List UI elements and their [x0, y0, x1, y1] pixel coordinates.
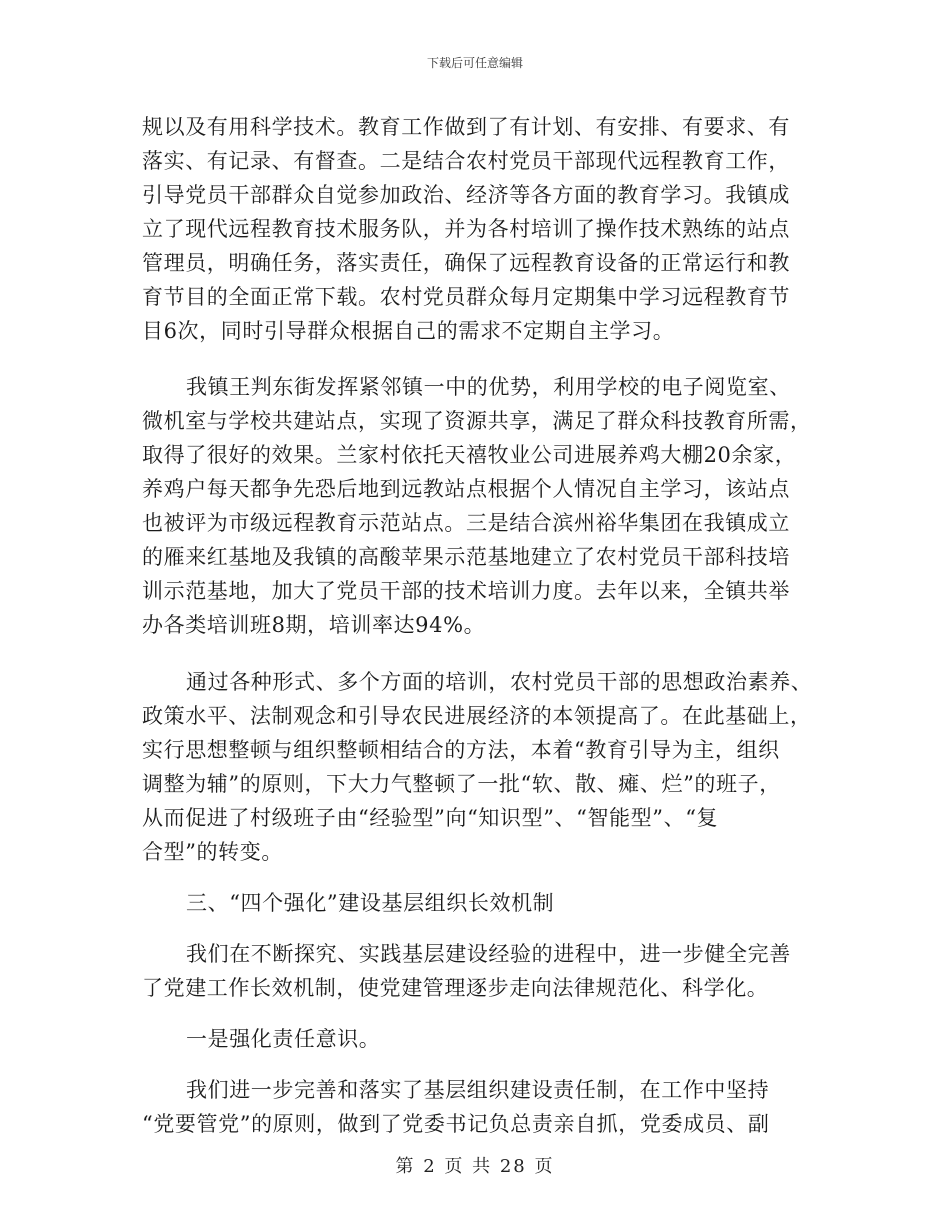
body-line: 育节目的全面正常下载。农村党员群众每月定期集中学习远程教育节	[142, 285, 790, 309]
page-number: 第 2 页 共 28 页	[395, 1156, 555, 1177]
body-line: 目6次，同时引导群众根据自己的需求不定期自主学习。	[142, 319, 675, 343]
page-header: 下载后可任意编辑	[426, 56, 523, 70]
body-line: 训示范基地，加大了党员干部的技术培训力度。去年以来，全镇共举	[142, 579, 790, 603]
body-line: 办各类培训班8期，培训率达94%。	[142, 613, 486, 637]
body-line: 引导党员干部群众自觉参加政治、经济等各方面的教育学习。我镇成	[142, 183, 790, 207]
body-line: 我镇王判东街发挥紧邻镇一中的优势，利用学校的电子阅览室、	[186, 375, 791, 399]
body-line: 管理员，明确任务，落实责任，确保了远程教育设备的正常运行和教	[142, 251, 790, 275]
body-line: 落实、有记录、有督查。二是结合农村党员干部现代远程教育工作，	[142, 149, 790, 173]
body-line: 立了现代远程教育技术服务队，并为各村培训了操作技术熟练的站点	[142, 217, 790, 241]
body-line: “党要管党”的原则，做到了党委书记负总责亲自抓，党委成员、副	[142, 1112, 770, 1136]
body-line: 我们进一步完善和落实了基层组织建设责任制，在工作中坚持	[186, 1078, 770, 1102]
body-line: 从而促进了村级班子由“经验型”向“知识型”、“智能型”、“复	[142, 806, 719, 830]
body-line: 实行思想整顿与组织整顿相结合的方法，本着“教育引导为主，组织	[142, 738, 780, 762]
body-line: 调整为辅”的原则，下大力气整顿了一批“软、散、瘫、烂”的班子，	[142, 772, 781, 796]
body-line: 政策水平、法制观念和引导农民进展经济的本领提高了。在此基础上，	[142, 704, 812, 728]
body-line: 取得了很好的效果。兰家村依托天禧牧业公司进展养鸡大棚20余家，	[142, 443, 797, 467]
body-line: 规以及有用科学技术。教育工作做到了有计划、有安排、有要求、有	[142, 115, 790, 139]
body-line: 合型”的转变。	[142, 840, 283, 864]
body-line: 通过各种形式、多个方面的培训，农村党员干部的思想政治素养、	[186, 670, 813, 694]
body-line: 我们在不断探究、实践基层建设经验的进程中，进一步健全完善	[186, 942, 791, 966]
section-heading: 三、“四个强化”建设基层组织长效机制	[186, 891, 555, 915]
body-line: 的雁来红基地及我镇的高酸苹果示范基地建立了农村党员干部科技培	[142, 545, 790, 569]
subheading: 一是强化责任意识。	[186, 1027, 381, 1051]
body-line: 微机室与学校共建站点，实现了资源共享，满足了群众科技教育所需，	[142, 409, 812, 433]
body-line: 养鸡户每天都争先恐后地到远教站点根据个人情况自主学习，该站点	[142, 477, 790, 501]
body-line: 也被评为市级远程教育示范站点。三是结合滨州裕华集团在我镇成立	[142, 511, 790, 535]
body-line: 了党建工作长效机制，使党建管理逐步走向法律规范化、科学化。	[142, 976, 769, 1000]
